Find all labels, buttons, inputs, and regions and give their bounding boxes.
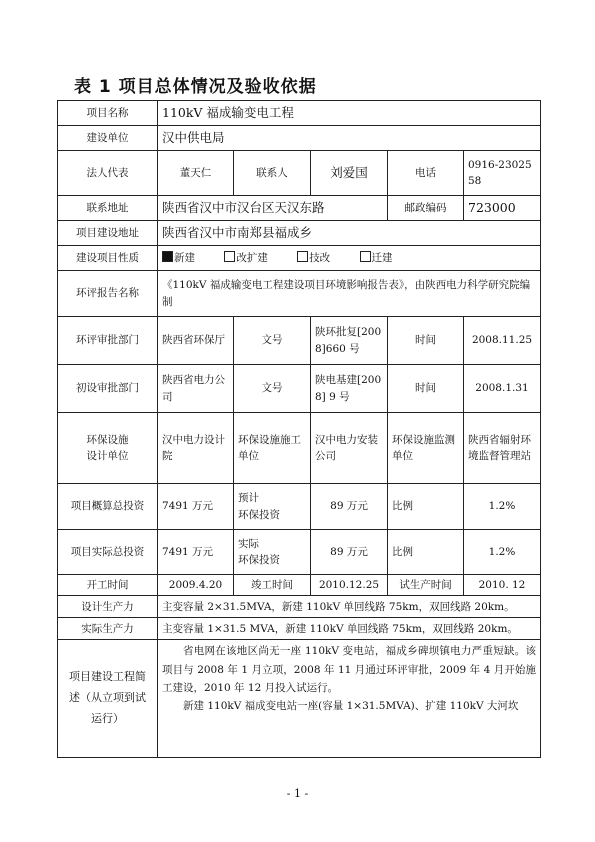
design-capacity-value: 主变容量 2×31.5MVA，新建 110kV 单回线路 75km，双回线路 20km。 <box>158 596 541 618</box>
nature-label: 建设项目性质 <box>58 246 158 271</box>
table-row <box>58 618 541 640</box>
site-label: 项目建设地址 <box>58 221 158 246</box>
env-design-unit: 汉中电力设计院 <box>158 413 234 484</box>
option-label: 迁建 <box>371 251 393 264</box>
contact-value: 刘爱国 <box>311 151 388 196</box>
start-label: 开工时间 <box>58 575 158 596</box>
budget-value: 7491 万元 <box>158 484 234 530</box>
builder-label: 建设单位 <box>58 126 158 151</box>
actual-env-label <box>234 530 311 575</box>
project-overview-table <box>57 100 541 758</box>
actual-invest-label: 项目实际总投资 <box>58 530 158 575</box>
env-design-label <box>58 413 158 484</box>
summary-label <box>58 640 158 758</box>
site-value: 陕西省汉中市南郑县福成乡 <box>158 221 541 246</box>
address-value: 陕西省汉中市汉台区天汉东路 <box>158 196 388 221</box>
table-title: 表 1 项目总体情况及验收依据 <box>74 77 317 97</box>
actual-ratio-label: 比例 <box>388 530 464 575</box>
actual-env-value: 89 万元 <box>311 530 388 575</box>
legal-rep-value: 董天仁 <box>158 151 234 196</box>
env-construct-unit: 汉中电力安装公司 <box>311 413 388 484</box>
trial-value: 2010. 12 <box>464 575 541 596</box>
legal-rep-label: 法人代表 <box>58 151 158 196</box>
table-row <box>58 126 541 151</box>
table-row <box>58 101 541 126</box>
design-approval-label: 初设审批部门 <box>58 365 158 413</box>
table-row <box>58 484 541 530</box>
table-row <box>58 413 541 484</box>
checkbox-empty-icon <box>297 251 308 262</box>
eia-time-value: 2008.11.25 <box>464 317 541 365</box>
nature-option-relocate <box>360 250 393 266</box>
table-row <box>58 640 541 758</box>
nature-option-expand <box>224 250 268 266</box>
eia-approval-dept: 陕西省环保厅 <box>158 317 234 365</box>
actual-invest-value: 7491 万元 <box>158 530 234 575</box>
design-capacity-label: 设计生产力 <box>58 596 158 618</box>
table-row <box>58 271 541 317</box>
budget-env-label <box>234 484 311 530</box>
start-value: 2009.4.20 <box>158 575 234 596</box>
nature-option-new <box>162 250 195 266</box>
table-row <box>58 530 541 575</box>
nature-option-renovate <box>297 250 330 266</box>
contact-label: 联系人 <box>234 151 311 196</box>
actual-ratio-value: 1.2% <box>464 530 541 575</box>
eia-time-label: 时间 <box>388 317 464 365</box>
project-name-value: 110kV 福成输变电工程 <box>158 101 541 126</box>
option-label: 改扩建 <box>236 251 268 264</box>
env-monitor-unit: 陕西省辐射环境监督管理站 <box>464 413 541 484</box>
design-doc-label: 文号 <box>234 365 311 413</box>
phone-value: 0916-2302558 <box>464 151 541 196</box>
design-approval-dept: 陕西省电力公司 <box>158 365 234 413</box>
budget-env-label-line: 环保投资 <box>238 508 280 521</box>
nature-options <box>158 246 541 271</box>
eia-approval-label: 环评审批部门 <box>58 317 158 365</box>
phone-label: 电话 <box>388 151 464 196</box>
option-label: 技改 <box>309 251 331 264</box>
checkbox-checked-icon <box>162 251 173 262</box>
budget-label: 项目概算总投资 <box>58 484 158 530</box>
design-time-value: 2008.1.31 <box>464 365 541 413</box>
trial-label: 试生产时间 <box>388 575 464 596</box>
table-row <box>58 246 541 271</box>
checkbox-empty-icon <box>224 251 235 262</box>
table-row <box>58 221 541 246</box>
summary-label-line: 运行） <box>91 712 124 726</box>
table-row <box>58 596 541 618</box>
eia-report-label: 环评报告名称 <box>58 271 158 317</box>
budget-env-label-line: 预计 <box>238 492 259 505</box>
summary-label-line: 述（从立项到试 <box>69 691 146 705</box>
builder-value: 汉中供电局 <box>158 126 541 151</box>
budget-ratio-value: 1.2% <box>464 484 541 530</box>
address-label: 联系地址 <box>58 196 158 221</box>
postcode-label: 邮政编码 <box>388 196 464 221</box>
postcode-value: 723000 <box>464 196 541 221</box>
end-label: 竣工时间 <box>234 575 311 596</box>
eia-doc-value: 陕环批复[2008]660 号 <box>311 317 388 365</box>
env-monitor-label: 环保设施监测单位 <box>388 413 464 484</box>
checkbox-empty-icon <box>360 251 371 262</box>
budget-ratio-label: 比例 <box>388 484 464 530</box>
page-number: - 1 - <box>286 787 309 800</box>
actual-env-label-line: 实际 <box>238 537 259 550</box>
table-row <box>58 196 541 221</box>
summary-paragraph: 省电网在该地区尚无一座 110kV 变电站，福成乡碑坝镇电力严重短缺。该项目与 2008 年 1 月立项，2008 年 11 月通过环评审批，2009 年 4 月开始施工建设，2010 年 12 月投入试运行。 <box>162 645 536 695</box>
actual-capacity-label: 实际生产力 <box>58 618 158 640</box>
actual-capacity-value: 主变容量 1×31.5 MVA，新建 110kV 单回线路 75km，双回线路 20km。 <box>158 618 541 640</box>
design-doc-value: 陕电基建[2008] 9 号 <box>311 365 388 413</box>
summary-paragraph: 新建 110kV 福成变电站一座(容量 1×31.5MVA)、扩建 110kV 大河坎 <box>183 700 519 713</box>
summary-text <box>158 640 541 758</box>
option-label: 新建 <box>174 251 195 264</box>
eia-report-value: 《110kV 福成输变电工程建设项目环境影响报告表》，由陕西电力科学研究院编制 <box>158 271 541 317</box>
table-row <box>58 575 541 596</box>
env-design-label-line: 环保设施 <box>86 433 129 446</box>
env-design-label-line: 设计单位 <box>86 450 129 462</box>
end-value: 2010.12.25 <box>311 575 388 596</box>
table-row <box>58 317 541 365</box>
project-name-label: 项目名称 <box>58 101 158 126</box>
summary-label-line: 项目建设工程简 <box>69 670 146 684</box>
env-construct-label: 环保设施施工单位 <box>234 413 311 484</box>
design-time-label: 时间 <box>388 365 464 413</box>
table-row <box>58 365 541 413</box>
actual-env-label-line: 环保投资 <box>238 554 280 566</box>
table-row <box>58 151 541 196</box>
budget-env-value: 89 万元 <box>311 484 388 530</box>
eia-doc-label: 文号 <box>234 317 311 365</box>
